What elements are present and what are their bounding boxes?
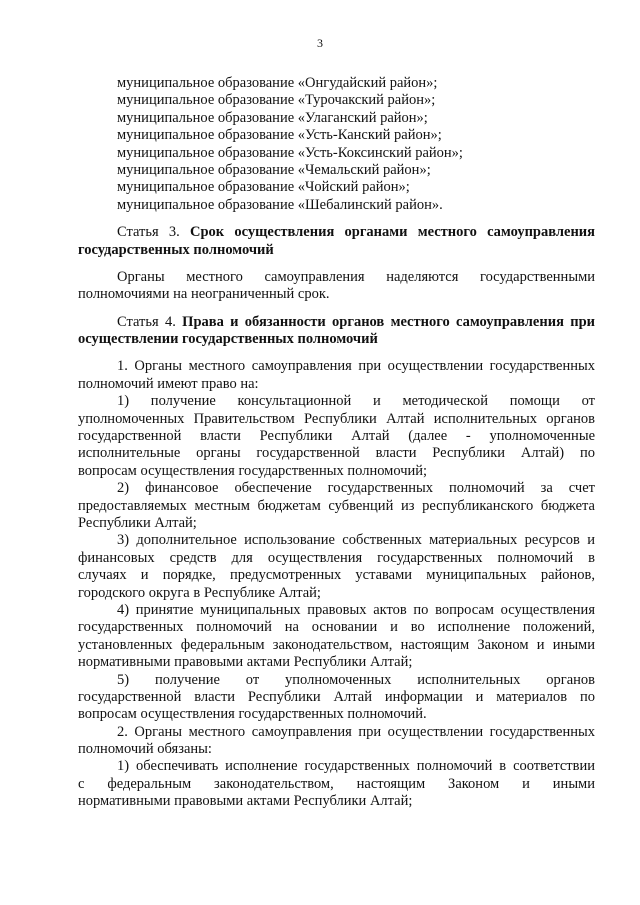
article-4-text-line: вопросам осуществления государственных полномочий.	[78, 706, 427, 723]
article-4-body	[78, 358, 595, 810]
article-4-text-line: Республики Алтай;	[78, 514, 197, 531]
article-4-text-line: с федеральным законодательством, настоящим Законом и иными	[78, 775, 595, 792]
document-body	[78, 75, 595, 811]
article-4-text-line: городского округа в Республике Алтай;	[78, 584, 321, 601]
article-4-text-line: 2. Органы местного самоуправления при осуществлении государственных	[117, 723, 595, 740]
article-4-text-line: 1. Органы местного самоуправления при осуществлении государственных	[117, 358, 595, 375]
article-4-prefix: Статья 4.	[117, 313, 176, 330]
article-4-text-line: 4) принятие муниципальных правовых актов по вопросам осуществления	[117, 601, 595, 618]
article-4-text-line: уполномоченных Правительством Республики Алтай исполнительных органов	[78, 410, 595, 427]
municipality-item: муниципальное образование «Улаганский район»;	[117, 109, 428, 126]
municipality-item: муниципальное образование «Чойский район»;	[117, 179, 410, 196]
municipality-item: муниципальное образование «Онгудайский район»;	[117, 75, 438, 91]
article-4	[78, 314, 595, 811]
article-4-text-line: 1) обеспечивать исполнение государственных полномочий в соответствии	[117, 758, 595, 775]
municipality-item: муниципальное образование «Шебалинский район».	[117, 196, 443, 213]
article-4-text-line: государственной власти Республики Алтай информации и материалов по	[78, 688, 595, 705]
article-3-heading	[78, 224, 595, 241]
municipality-item: муниципальное образование «Чемальский район»;	[117, 161, 431, 178]
article-4-text-line: предоставляемых местным бюджетам субвенций из республиканского бюджета	[78, 497, 595, 514]
article-4-text-line: государственной власти Республики Алтай (далее - уполномоченные	[78, 428, 595, 445]
article-4-text-line: нормативными правовыми актами Республики Алтай;	[78, 793, 413, 810]
article-4-text-line: финансовых средств для осуществления государственных полномочий в	[78, 549, 595, 566]
article-3-text-line1: Органы местного самоуправления наделяются государственными	[117, 268, 595, 285]
article-4-text-line: 3) дополнительное использование собственных материальных ресурсов и	[117, 532, 595, 549]
article-3-text-line2: полномочиями на неограниченный срок.	[78, 286, 330, 303]
article-4-text-line: полномочий имеют право на:	[78, 375, 259, 392]
municipality-item: муниципальное образование «Усть-Канский район»;	[117, 127, 442, 144]
article-4-text-line: случаях и порядке, предусмотренных уставами муниципальных районов,	[78, 567, 595, 584]
article-4-text-line: 1) получение консультационной и методической помощи от	[117, 393, 595, 410]
article-4-title-line2: осуществлении государственных полномочий	[78, 331, 378, 348]
article-4-text-line: полномочий обязаны:	[78, 741, 212, 758]
article-4-text-line: вопросам осуществления государственных полномочий;	[78, 462, 428, 479]
article-3-prefix: Статья 3.	[117, 224, 180, 241]
article-4-text-line: 5) получение от уполномоченных исполнительных органов	[117, 671, 595, 688]
article-4-text-line: 2) финансовое обеспечение государственных полномочий за счет	[117, 480, 595, 497]
article-4-title-line1: Права и обязанности органов местного самоуправления при	[182, 313, 595, 330]
article-3-title-line2: государственных полномочий	[78, 241, 274, 258]
municipality-list	[78, 75, 595, 214]
article-3	[78, 224, 595, 304]
article-3-title-line1: Срок осуществления органами местного самоуправления	[190, 224, 596, 241]
article-4-text-line: установленных федеральным законодательством, настоящим Законом и иными	[78, 636, 595, 653]
municipality-item: муниципальное образование «Турочакский район»;	[117, 92, 436, 109]
page-number: 3	[317, 36, 323, 50]
article-4-text-line: исполнительные органы государственной власти Республики Алтай) по	[78, 445, 595, 462]
article-4-heading	[78, 314, 595, 331]
municipality-item: муниципальное образование «Усть-Коксинский район»;	[117, 144, 463, 161]
article-4-text-line: государственных полномочий на основании и во исполнение положений,	[78, 619, 595, 636]
article-4-text-line: нормативными правовыми актами Республики Алтай;	[78, 654, 413, 671]
